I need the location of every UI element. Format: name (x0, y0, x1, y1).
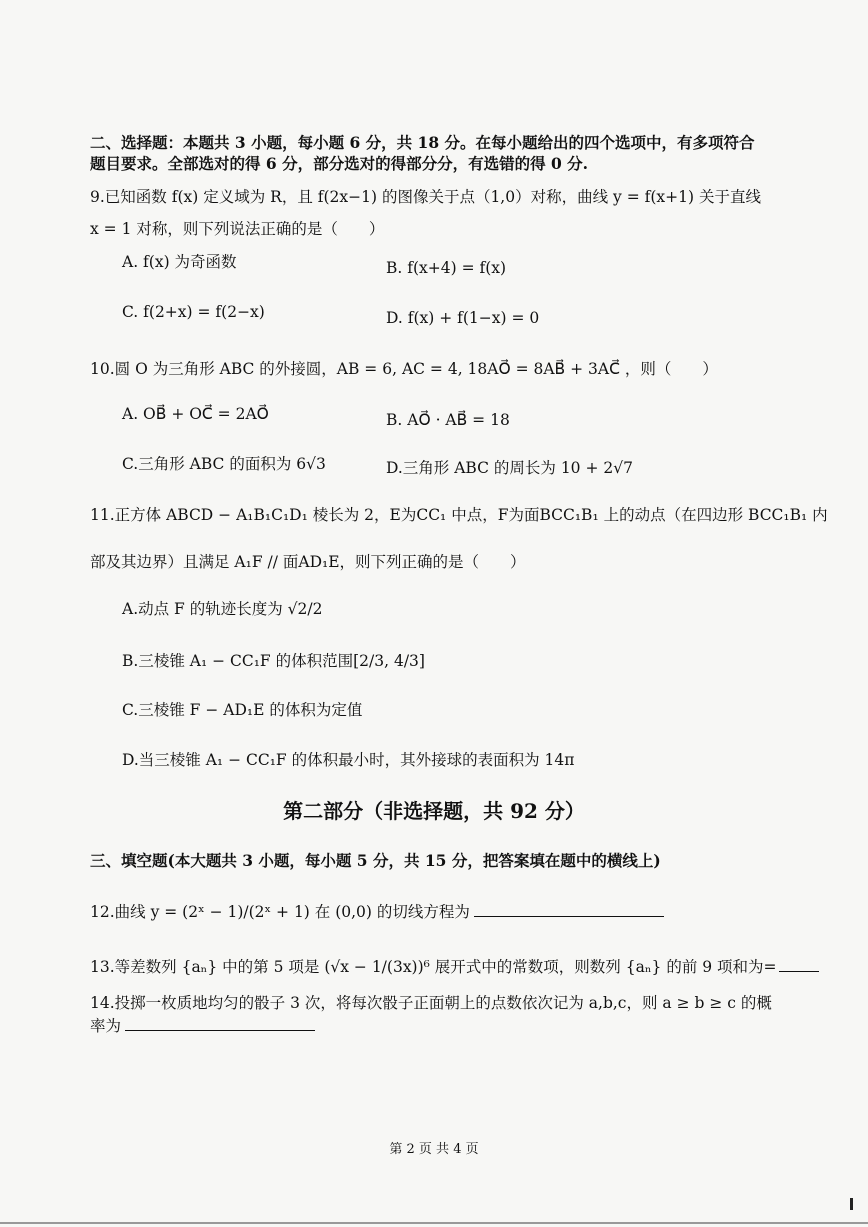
q10-option-a: A. OB⃗ + OC⃗ = 2AO⃗ (122, 405, 269, 423)
q10-option-c: C.三角形 ABC 的面积为 6√3 (122, 455, 326, 473)
q13-answer-blank[interactable] (779, 955, 819, 972)
q11-option-a: A.动点 F 的轨迹长度为 √2/2 (122, 600, 323, 618)
q9-option-a: A. f(x) 为奇函数 (122, 253, 237, 271)
q13-line (90, 955, 782, 978)
q11-option-d: D.当三棱锥 A₁ − CC₁F 的体积最小时，其外接球的表面积为 14π (122, 751, 575, 769)
q12-answer-blank[interactable] (474, 900, 664, 917)
part2-title: 第二部分（非选择题，共 92 分） (283, 799, 585, 823)
q10-option-d: D.三角形 ABC 的周长为 10 + 2√7 (386, 459, 633, 477)
q13-stem: 13.等差数列 {aₙ} 中的第 5 项是 (√x − 1/(3x))⁶ 展开式中的常数项，则数列 {aₙ} 的前 9 项和为= (90, 958, 777, 976)
scan-edge-mark (850, 1198, 853, 1210)
section2-header-line1: 二、选择题：本题共 3 小题，每小题 6 分，共 18 分。在每小题给出的四个选项中，有多项符合 (90, 133, 755, 152)
page-footer: 第 2 页 共 4 页 (389, 1142, 479, 1157)
q9-option-d: D. f(x) + f(1−x) = 0 (386, 309, 540, 327)
q10-stem: 10.圆 O 为三角形 ABC 的外接圆，AB = 6, AC = 4, 18AO⃗ = 8AB⃗ + 3AC⃗ ，则（ ） (90, 360, 718, 378)
q11-option-b: B.三棱锥 A₁ − CC₁F 的体积范围[2/3, 4/3] (122, 652, 425, 670)
q11-option-c: C.三棱锥 F − AD₁E 的体积为定值 (122, 701, 363, 719)
q12-line (90, 900, 782, 923)
q12-stem: 12.曲线 y = (2ˣ − 1)/(2ˣ + 1) 在 (0,0) 的切线方程为 (90, 903, 470, 921)
q9-stem-line2: x = 1 对称，则下列说法正确的是（ ） (90, 220, 385, 238)
section3-header: 三、填空题(本大题共 3 小题，每小题 5 分，共 15 分，把答案填在题中的横线上) (90, 851, 661, 870)
q9-stem-line1: 9.已知函数 f(x) 定义域为 R，且 f(2x−1) 的图像关于点（1,0）对称，曲线 y = f(x+1) 关于直线 (90, 188, 761, 206)
section2-header-line2: 题目要求。全部选对的得 6 分，部分选对的得部分分，有选错的得 0 分. (90, 154, 589, 173)
q11-stem-line1: 11.正方体 ABCD − A₁B₁C₁D₁ 棱长为 2，E为CC₁ 中点，F为面BCC₁B₁ 上的动点（在四边形 BCC₁B₁ 内 (90, 506, 828, 524)
q11-stem-line2: 部及其边界）且满足 A₁F // 面AD₁E，则下列正确的是（ ） (90, 553, 526, 571)
q14-stem-line2: 率为 (90, 1017, 122, 1035)
q14-line2 (90, 1014, 782, 1037)
q9-option-b: B. f(x+4) = f(x) (386, 259, 507, 277)
q10-option-b: B. AO⃗ · AB⃗ = 18 (386, 411, 510, 429)
q14-stem-line1: 14.投掷一枚质地均匀的骰子 3 次，将每次骰子正面朝上的点数依次记为 a,b,c，则 a ≥ b ≥ c 的概 (90, 994, 772, 1012)
q14-answer-blank[interactable] (125, 1014, 315, 1031)
scan-bottom-edge (0, 1222, 868, 1224)
q9-option-c: C. f(2+x) = f(2−x) (122, 303, 265, 321)
